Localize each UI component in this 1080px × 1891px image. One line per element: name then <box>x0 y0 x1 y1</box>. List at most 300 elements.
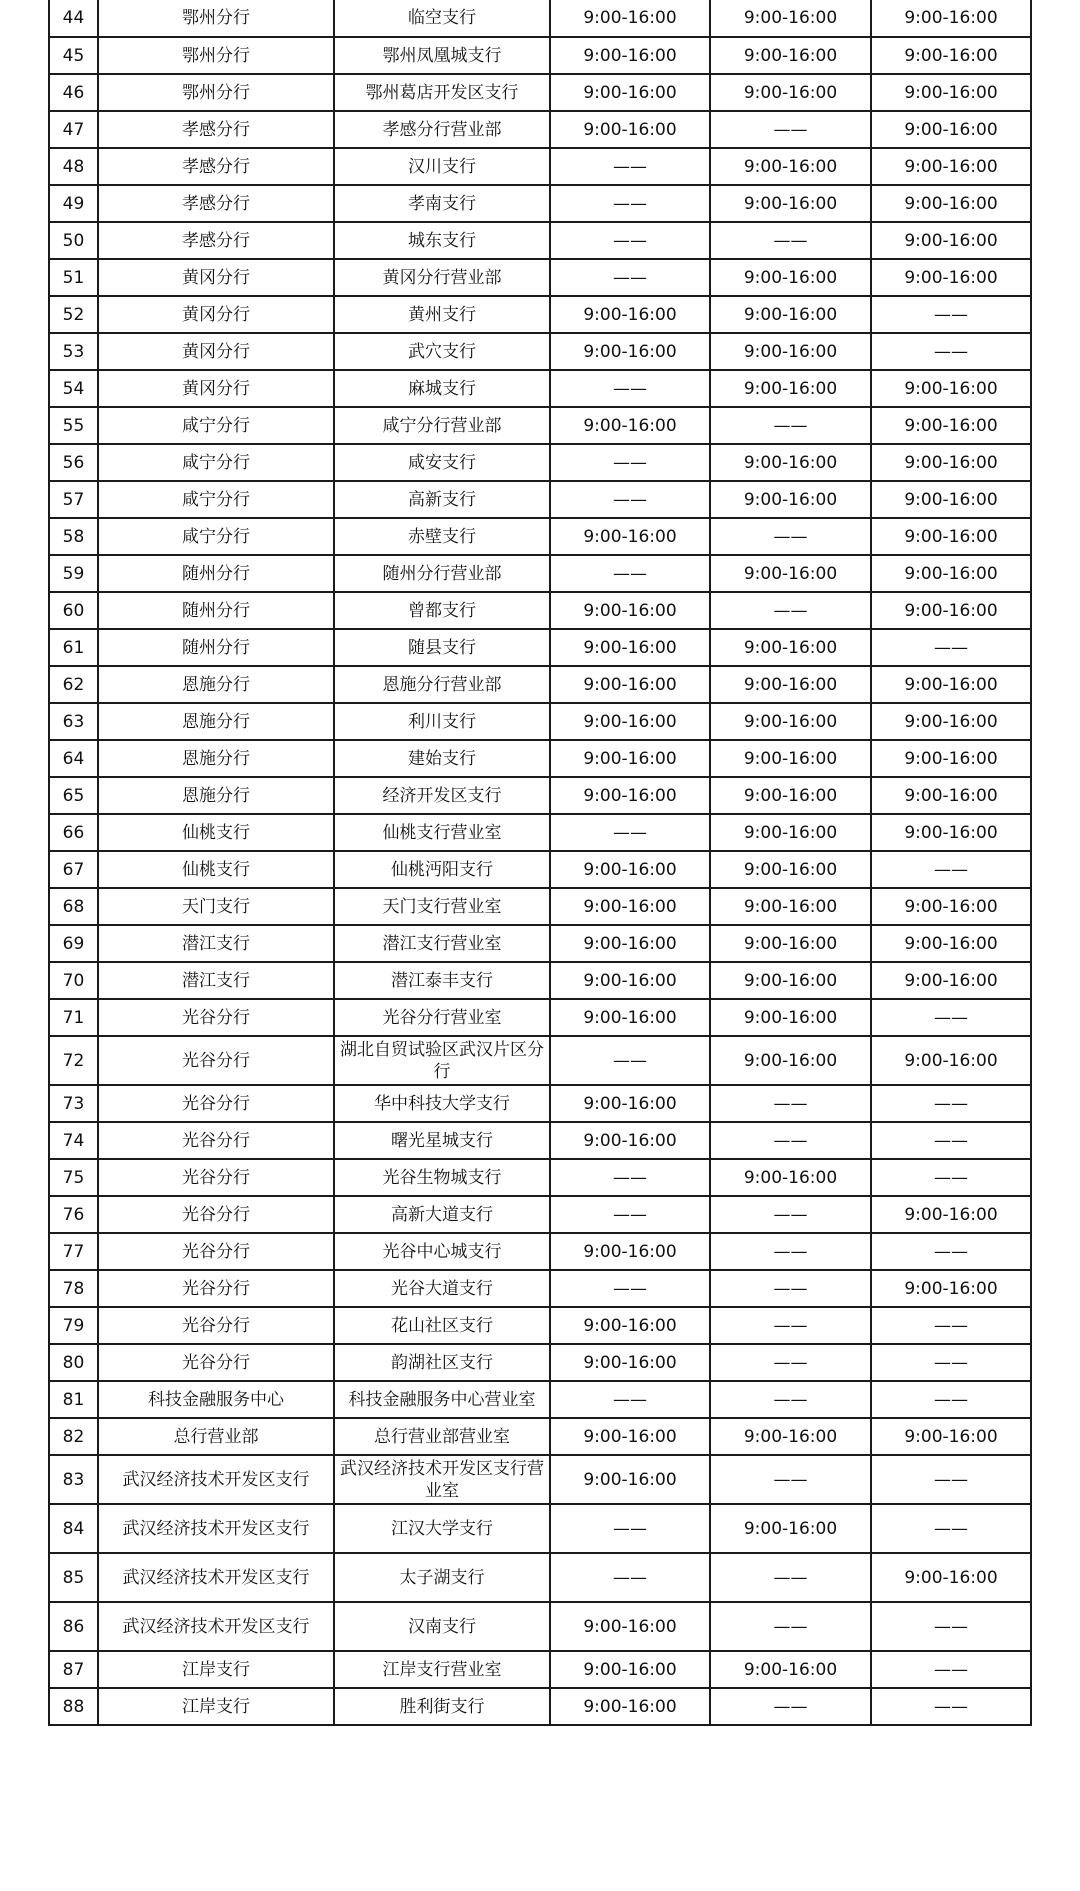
hours-col-3: —— <box>871 296 1031 333</box>
hours-col-2: 9:00-16:00 <box>710 888 871 925</box>
hours-col-2: 9:00-16:00 <box>710 666 871 703</box>
sub-branch-name: 总行营业部营业室 <box>334 1418 550 1455</box>
branch-name: 咸宁分行 <box>98 444 334 481</box>
hours-col-2: —— <box>710 1307 871 1344</box>
branch-name: 咸宁分行 <box>98 407 334 444</box>
hours-col-2: —— <box>710 1085 871 1122</box>
hours-col-2: 9:00-16:00 <box>710 629 871 666</box>
table-row <box>49 1688 1031 1725</box>
hours-col-3: 9:00-16:00 <box>871 111 1031 148</box>
table-row <box>49 999 1031 1036</box>
row-number: 57 <box>49 481 98 518</box>
branch-name: 光谷分行 <box>98 999 334 1036</box>
branch-name: 鄂州分行 <box>98 74 334 111</box>
branch-name: 江岸支行 <box>98 1688 334 1725</box>
hours-col-3: —— <box>871 1688 1031 1725</box>
hours-col-2: —— <box>710 1270 871 1307</box>
hours-col-1: —— <box>550 259 710 296</box>
hours-col-3: 9:00-16:00 <box>871 555 1031 592</box>
table-row <box>49 1085 1031 1122</box>
branch-name: 鄂州分行 <box>98 37 334 74</box>
hours-col-2: 9:00-16:00 <box>710 1159 871 1196</box>
hours-col-1: —— <box>550 555 710 592</box>
row-number: 69 <box>49 925 98 962</box>
branch-name: 随州分行 <box>98 592 334 629</box>
row-number: 74 <box>49 1122 98 1159</box>
hours-col-1: 9:00-16:00 <box>550 1307 710 1344</box>
hours-col-2: 9:00-16:00 <box>710 0 871 37</box>
branch-name: 江岸支行 <box>98 1651 334 1688</box>
sub-branch-name: 仙桃沔阳支行 <box>334 851 550 888</box>
row-number: 68 <box>49 888 98 925</box>
hours-col-2: 9:00-16:00 <box>710 1418 871 1455</box>
sub-branch-name: 韵湖社区支行 <box>334 1344 550 1381</box>
hours-col-3: 9:00-16:00 <box>871 0 1031 37</box>
row-number: 46 <box>49 74 98 111</box>
branch-name: 孝感分行 <box>98 148 334 185</box>
branch-name: 黄冈分行 <box>98 259 334 296</box>
hours-col-2: 9:00-16:00 <box>710 777 871 814</box>
hours-col-2: —— <box>710 1455 871 1504</box>
row-number: 83 <box>49 1455 98 1504</box>
hours-col-3: 9:00-16:00 <box>871 259 1031 296</box>
branch-name: 潜江支行 <box>98 962 334 999</box>
sub-branch-name: 潜江支行营业室 <box>334 925 550 962</box>
hours-col-1: 9:00-16:00 <box>550 1688 710 1725</box>
table-row <box>49 925 1031 962</box>
hours-col-2: —— <box>710 1553 871 1602</box>
hours-col-3: 9:00-16:00 <box>871 1196 1031 1233</box>
hours-col-3: —— <box>871 1233 1031 1270</box>
row-number: 87 <box>49 1651 98 1688</box>
branch-name: 光谷分行 <box>98 1085 334 1122</box>
hours-col-1: —— <box>550 1270 710 1307</box>
hours-col-1: 9:00-16:00 <box>550 1651 710 1688</box>
branch-name: 孝感分行 <box>98 185 334 222</box>
row-number: 53 <box>49 333 98 370</box>
row-number: 60 <box>49 592 98 629</box>
sub-branch-name: 汉南支行 <box>334 1602 550 1651</box>
hours-col-3: 9:00-16:00 <box>871 1270 1031 1307</box>
hours-col-1: 9:00-16:00 <box>550 296 710 333</box>
table-row <box>49 962 1031 999</box>
row-number: 54 <box>49 370 98 407</box>
sub-branch-name: 光谷大道支行 <box>334 1270 550 1307</box>
hours-col-2: 9:00-16:00 <box>710 74 871 111</box>
table-row <box>49 0 1031 37</box>
row-number: 64 <box>49 740 98 777</box>
hours-col-3: 9:00-16:00 <box>871 185 1031 222</box>
row-number: 82 <box>49 1418 98 1455</box>
sub-branch-name: 鄂州葛店开发区支行 <box>334 74 550 111</box>
row-number: 51 <box>49 259 98 296</box>
row-number: 55 <box>49 407 98 444</box>
hours-col-3: —— <box>871 1159 1031 1196</box>
row-number: 73 <box>49 1085 98 1122</box>
hours-col-1: 9:00-16:00 <box>550 1122 710 1159</box>
sub-branch-name: 汉川支行 <box>334 148 550 185</box>
hours-col-3: 9:00-16:00 <box>871 777 1031 814</box>
hours-col-3: 9:00-16:00 <box>871 148 1031 185</box>
table-body <box>49 0 1031 1725</box>
hours-col-3: 9:00-16:00 <box>871 222 1031 259</box>
table-row <box>49 1381 1031 1418</box>
hours-col-1: —— <box>550 370 710 407</box>
row-number: 61 <box>49 629 98 666</box>
row-number: 86 <box>49 1602 98 1651</box>
row-number: 66 <box>49 814 98 851</box>
branch-name: 潜江支行 <box>98 925 334 962</box>
hours-col-1: 9:00-16:00 <box>550 1418 710 1455</box>
branch-name: 仙桃支行 <box>98 814 334 851</box>
hours-col-3: —— <box>871 1344 1031 1381</box>
branch-name: 光谷分行 <box>98 1270 334 1307</box>
row-number: 79 <box>49 1307 98 1344</box>
sub-branch-name: 麻城支行 <box>334 370 550 407</box>
sub-branch-name: 江汉大学支行 <box>334 1504 550 1553</box>
row-number: 58 <box>49 518 98 555</box>
branch-name: 仙桃支行 <box>98 851 334 888</box>
hours-col-1: 9:00-16:00 <box>550 851 710 888</box>
hours-col-2: —— <box>710 1381 871 1418</box>
table-row <box>49 1344 1031 1381</box>
hours-col-3: —— <box>871 1122 1031 1159</box>
hours-col-3: 9:00-16:00 <box>871 888 1031 925</box>
hours-col-1: 9:00-16:00 <box>550 962 710 999</box>
sub-branch-name: 花山社区支行 <box>334 1307 550 1344</box>
table-row <box>49 1651 1031 1688</box>
branch-name: 光谷分行 <box>98 1344 334 1381</box>
table-row <box>49 185 1031 222</box>
hours-col-1: 9:00-16:00 <box>550 407 710 444</box>
table-row <box>49 555 1031 592</box>
hours-col-3: 9:00-16:00 <box>871 740 1031 777</box>
branch-name: 光谷分行 <box>98 1196 334 1233</box>
hours-col-1: —— <box>550 185 710 222</box>
hours-col-2: —— <box>710 407 871 444</box>
row-number: 65 <box>49 777 98 814</box>
branch-name: 光谷分行 <box>98 1036 334 1085</box>
hours-col-3: 9:00-16:00 <box>871 370 1031 407</box>
row-number: 78 <box>49 1270 98 1307</box>
sub-branch-name: 光谷中心城支行 <box>334 1233 550 1270</box>
row-number: 63 <box>49 703 98 740</box>
branch-name: 武汉经济技术开发区支行 <box>98 1504 334 1553</box>
table-row <box>49 814 1031 851</box>
hours-col-2: 9:00-16:00 <box>710 148 871 185</box>
row-number: 67 <box>49 851 98 888</box>
hours-col-1: 9:00-16:00 <box>550 0 710 37</box>
table-row <box>49 333 1031 370</box>
branch-name: 咸宁分行 <box>98 481 334 518</box>
hours-col-2: 9:00-16:00 <box>710 333 871 370</box>
row-number: 47 <box>49 111 98 148</box>
hours-col-1: 9:00-16:00 <box>550 592 710 629</box>
hours-col-1: 9:00-16:00 <box>550 999 710 1036</box>
table-row <box>49 1122 1031 1159</box>
hours-col-3: 9:00-16:00 <box>871 814 1031 851</box>
hours-col-2: 9:00-16:00 <box>710 1651 871 1688</box>
sub-branch-name: 赤壁支行 <box>334 518 550 555</box>
sub-branch-name: 潜江泰丰支行 <box>334 962 550 999</box>
sub-branch-name: 太子湖支行 <box>334 1553 550 1602</box>
row-number: 71 <box>49 999 98 1036</box>
table-row <box>49 629 1031 666</box>
table-row <box>49 444 1031 481</box>
sub-branch-name: 恩施分行营业部 <box>334 666 550 703</box>
hours-col-3: —— <box>871 1504 1031 1553</box>
hours-col-1: —— <box>550 1381 710 1418</box>
sub-branch-name: 曾都支行 <box>334 592 550 629</box>
hours-col-1: 9:00-16:00 <box>550 1344 710 1381</box>
hours-col-1: 9:00-16:00 <box>550 925 710 962</box>
row-number: 72 <box>49 1036 98 1085</box>
hours-col-1: 9:00-16:00 <box>550 518 710 555</box>
hours-col-3: 9:00-16:00 <box>871 703 1031 740</box>
table-row <box>49 259 1031 296</box>
hours-col-2: 9:00-16:00 <box>710 185 871 222</box>
table-row <box>49 592 1031 629</box>
hours-col-3: 9:00-16:00 <box>871 444 1031 481</box>
table-row <box>49 1233 1031 1270</box>
table-row <box>49 148 1031 185</box>
sub-branch-name: 黄州支行 <box>334 296 550 333</box>
branch-name: 咸宁分行 <box>98 518 334 555</box>
hours-col-3: —— <box>871 1455 1031 1504</box>
hours-col-2: 9:00-16:00 <box>710 481 871 518</box>
hours-col-3: 9:00-16:00 <box>871 592 1031 629</box>
hours-col-2: 9:00-16:00 <box>710 259 871 296</box>
hours-col-1: 9:00-16:00 <box>550 37 710 74</box>
sub-branch-name: 仙桃支行营业室 <box>334 814 550 851</box>
hours-col-1: 9:00-16:00 <box>550 74 710 111</box>
table-row <box>49 370 1031 407</box>
hours-col-2: —— <box>710 1122 871 1159</box>
hours-col-1: 9:00-16:00 <box>550 740 710 777</box>
row-number: 80 <box>49 1344 98 1381</box>
sub-branch-name: 城东支行 <box>334 222 550 259</box>
sub-branch-name: 湖北自贸试验区武汉片区分行 <box>334 1036 550 1085</box>
hours-col-3: 9:00-16:00 <box>871 1553 1031 1602</box>
sub-branch-name: 天门支行营业室 <box>334 888 550 925</box>
hours-col-1: —— <box>550 1159 710 1196</box>
hours-col-1: —— <box>550 222 710 259</box>
branch-name: 鄂州分行 <box>98 0 334 37</box>
hours-col-3: —— <box>871 1307 1031 1344</box>
sub-branch-name: 武汉经济技术开发区支行营业室 <box>334 1455 550 1504</box>
table-row <box>49 1602 1031 1651</box>
hours-col-3: 9:00-16:00 <box>871 1418 1031 1455</box>
branch-name: 武汉经济技术开发区支行 <box>98 1553 334 1602</box>
hours-col-2: —— <box>710 592 871 629</box>
hours-col-3: —— <box>871 1085 1031 1122</box>
hours-col-3: —— <box>871 851 1031 888</box>
sub-branch-name: 经济开发区支行 <box>334 777 550 814</box>
hours-col-1: —— <box>550 1553 710 1602</box>
hours-col-3: 9:00-16:00 <box>871 925 1031 962</box>
hours-col-3: —— <box>871 1651 1031 1688</box>
hours-col-2: 9:00-16:00 <box>710 999 871 1036</box>
hours-col-1: 9:00-16:00 <box>550 888 710 925</box>
table-row <box>49 1418 1031 1455</box>
branch-hours-table <box>48 0 1032 1726</box>
hours-col-3: 9:00-16:00 <box>871 481 1031 518</box>
row-number: 76 <box>49 1196 98 1233</box>
branch-name: 光谷分行 <box>98 1233 334 1270</box>
sub-branch-name: 光谷生物城支行 <box>334 1159 550 1196</box>
hours-col-2: 9:00-16:00 <box>710 444 871 481</box>
table-row <box>49 740 1031 777</box>
hours-col-1: —— <box>550 148 710 185</box>
row-number: 75 <box>49 1159 98 1196</box>
hours-col-1: —— <box>550 481 710 518</box>
row-number: 81 <box>49 1381 98 1418</box>
schedule-document <box>48 0 1030 1726</box>
hours-col-1: 9:00-16:00 <box>550 629 710 666</box>
table-row <box>49 518 1031 555</box>
hours-col-1: —— <box>550 814 710 851</box>
branch-name: 孝感分行 <box>98 111 334 148</box>
hours-col-3: —— <box>871 1381 1031 1418</box>
sub-branch-name: 胜利街支行 <box>334 1688 550 1725</box>
table-row <box>49 111 1031 148</box>
hours-col-2: —— <box>710 1688 871 1725</box>
hours-col-3: 9:00-16:00 <box>871 37 1031 74</box>
sub-branch-name: 随州分行营业部 <box>334 555 550 592</box>
row-number: 49 <box>49 185 98 222</box>
hours-col-1: 9:00-16:00 <box>550 111 710 148</box>
hours-col-2: 9:00-16:00 <box>710 1036 871 1085</box>
branch-name: 科技金融服务中心 <box>98 1381 334 1418</box>
hours-col-1: 9:00-16:00 <box>550 1455 710 1504</box>
sub-branch-name: 孝感分行营业部 <box>334 111 550 148</box>
row-number: 45 <box>49 37 98 74</box>
table-row <box>49 222 1031 259</box>
hours-col-1: 9:00-16:00 <box>550 1233 710 1270</box>
branch-name: 随州分行 <box>98 555 334 592</box>
hours-col-1: 9:00-16:00 <box>550 777 710 814</box>
hours-col-2: 9:00-16:00 <box>710 703 871 740</box>
branch-name: 恩施分行 <box>98 703 334 740</box>
sub-branch-name: 江岸支行营业室 <box>334 1651 550 1688</box>
row-number: 84 <box>49 1504 98 1553</box>
sub-branch-name: 科技金融服务中心营业室 <box>334 1381 550 1418</box>
branch-name: 武汉经济技术开发区支行 <box>98 1602 334 1651</box>
row-number: 77 <box>49 1233 98 1270</box>
sub-branch-name: 咸安支行 <box>334 444 550 481</box>
branch-name: 光谷分行 <box>98 1159 334 1196</box>
sub-branch-name: 高新支行 <box>334 481 550 518</box>
branch-name: 武汉经济技术开发区支行 <box>98 1455 334 1504</box>
sub-branch-name: 咸宁分行营业部 <box>334 407 550 444</box>
hours-col-2: 9:00-16:00 <box>710 1504 871 1553</box>
table-row <box>49 1504 1031 1553</box>
branch-name: 随州分行 <box>98 629 334 666</box>
branch-name: 总行营业部 <box>98 1418 334 1455</box>
table-row <box>49 37 1031 74</box>
sub-branch-name: 华中科技大学支行 <box>334 1085 550 1122</box>
hours-col-1: —— <box>550 1504 710 1553</box>
sub-branch-name: 利川支行 <box>334 703 550 740</box>
hours-col-1: 9:00-16:00 <box>550 703 710 740</box>
table-row <box>49 1196 1031 1233</box>
table-row <box>49 1553 1031 1602</box>
table-row <box>49 1455 1031 1504</box>
sub-branch-name: 随县支行 <box>334 629 550 666</box>
branch-name: 黄冈分行 <box>98 370 334 407</box>
hours-col-3: 9:00-16:00 <box>871 74 1031 111</box>
table-row <box>49 74 1031 111</box>
hours-col-3: —— <box>871 999 1031 1036</box>
hours-col-1: —— <box>550 1196 710 1233</box>
sub-branch-name: 高新大道支行 <box>334 1196 550 1233</box>
hours-col-1: 9:00-16:00 <box>550 1602 710 1651</box>
table-row <box>49 296 1031 333</box>
sub-branch-name: 鄂州凤凰城支行 <box>334 37 550 74</box>
sub-branch-name: 临空支行 <box>334 0 550 37</box>
row-number: 85 <box>49 1553 98 1602</box>
hours-col-2: —— <box>710 1602 871 1651</box>
branch-name: 黄冈分行 <box>98 296 334 333</box>
sub-branch-name: 武穴支行 <box>334 333 550 370</box>
hours-col-1: 9:00-16:00 <box>550 333 710 370</box>
table-row <box>49 407 1031 444</box>
sub-branch-name: 建始支行 <box>334 740 550 777</box>
branch-name: 恩施分行 <box>98 740 334 777</box>
row-number: 44 <box>49 0 98 37</box>
hours-col-3: —— <box>871 333 1031 370</box>
table-row <box>49 851 1031 888</box>
row-number: 70 <box>49 962 98 999</box>
row-number: 52 <box>49 296 98 333</box>
hours-col-2: 9:00-16:00 <box>710 851 871 888</box>
row-number: 48 <box>49 148 98 185</box>
table-row <box>49 1036 1031 1085</box>
hours-col-2: 9:00-16:00 <box>710 925 871 962</box>
hours-col-3: 9:00-16:00 <box>871 1036 1031 1085</box>
hours-col-3: —— <box>871 1602 1031 1651</box>
hours-col-3: —— <box>871 629 1031 666</box>
sub-branch-name: 曙光星城支行 <box>334 1122 550 1159</box>
table-row <box>49 777 1031 814</box>
row-number: 50 <box>49 222 98 259</box>
hours-col-2: 9:00-16:00 <box>710 555 871 592</box>
hours-col-2: —— <box>710 222 871 259</box>
row-number: 59 <box>49 555 98 592</box>
table-row <box>49 666 1031 703</box>
hours-col-1: —— <box>550 1036 710 1085</box>
sub-branch-name: 孝南支行 <box>334 185 550 222</box>
branch-name: 黄冈分行 <box>98 333 334 370</box>
table-row <box>49 1270 1031 1307</box>
hours-col-2: 9:00-16:00 <box>710 962 871 999</box>
row-number: 62 <box>49 666 98 703</box>
branch-name: 恩施分行 <box>98 777 334 814</box>
hours-col-2: —— <box>710 1233 871 1270</box>
hours-col-2: 9:00-16:00 <box>710 370 871 407</box>
hours-col-2: —— <box>710 111 871 148</box>
hours-col-2: 9:00-16:00 <box>710 37 871 74</box>
hours-col-3: 9:00-16:00 <box>871 962 1031 999</box>
table-row <box>49 1307 1031 1344</box>
sub-branch-name: 黄冈分行营业部 <box>334 259 550 296</box>
hours-col-2: —— <box>710 1196 871 1233</box>
hours-col-2: 9:00-16:00 <box>710 814 871 851</box>
hours-col-2: —— <box>710 518 871 555</box>
branch-name: 光谷分行 <box>98 1307 334 1344</box>
hours-col-3: 9:00-16:00 <box>871 518 1031 555</box>
sub-branch-name: 光谷分行营业室 <box>334 999 550 1036</box>
